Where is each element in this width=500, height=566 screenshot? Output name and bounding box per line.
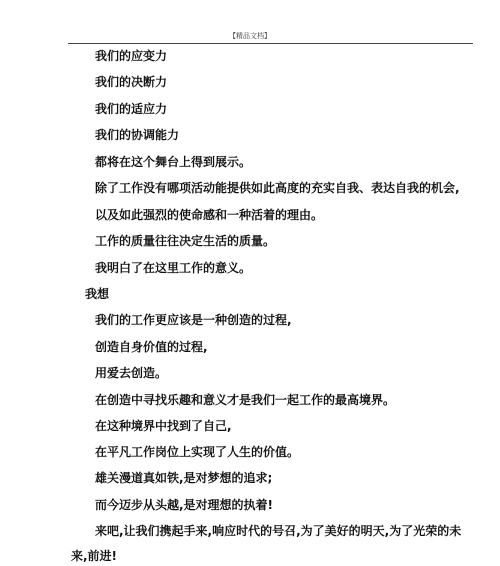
section-heading: 我想: [85, 287, 110, 301]
text-line-2: 我们的决断力: [95, 75, 168, 89]
text-line-15: 在这种境界中找到了自己,: [95, 419, 232, 433]
text-line-17: 雄关漫道真如铁,是对梦想的追求;: [95, 471, 273, 485]
text-line-18: 而今迈步从头越,是对理想的执着!: [95, 498, 274, 512]
text-line-13: 用爱去创造。: [95, 366, 168, 380]
text-line-20: 来,前进!: [71, 549, 118, 563]
page-header: 【精品文档】: [229, 32, 271, 40]
text-line-1: 我们的应变力: [95, 49, 168, 63]
text-line-16: 在平凡工作岗位上实现了人生的价值。: [95, 445, 300, 459]
text-line-11: 我们的工作更应该是一种创造的过程,: [95, 313, 292, 327]
text-line-8: 工作的质量往往决定生活的质量。: [95, 234, 276, 248]
text-line-4: 我们的协调能力: [95, 128, 180, 142]
text-line-12: 创造自身价值的过程,: [95, 340, 208, 354]
text-line-14: 在创造中寻找乐趣和意义才是我们一起工作的最高境界。: [95, 393, 396, 407]
text-line-19: 来吧,让我们携起手来,响应时代的号召,为了美好的明天,为了光荣的未: [95, 524, 462, 538]
text-line-9: 我明白了在这里工作的意义。: [95, 261, 252, 275]
text-line-3: 我们的适应力: [95, 102, 168, 116]
text-line-6: 除了工作没有哪项活动能提供如此高度的充实自我、表达自我的机会,: [95, 181, 460, 195]
header-rule: [68, 43, 473, 44]
text-line-5: 都将在这个舞台上得到展示。: [95, 155, 252, 169]
text-line-7: 以及如此强烈的使命感和一种活着的理由。: [95, 208, 324, 222]
